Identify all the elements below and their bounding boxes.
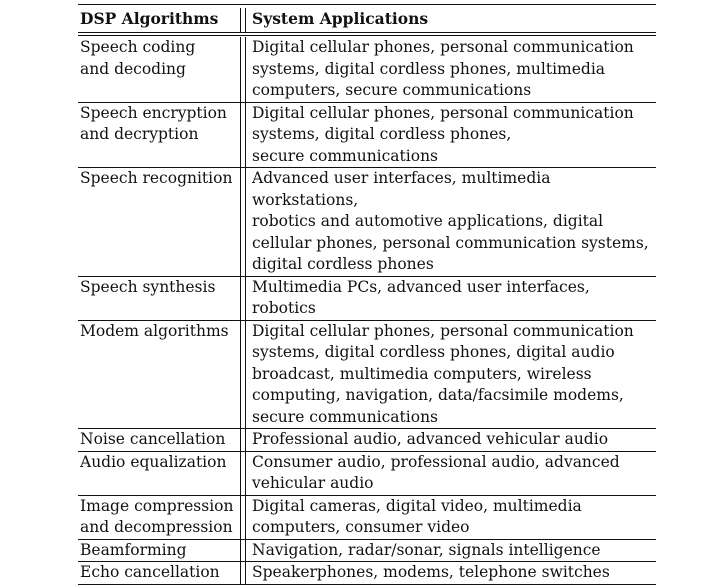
algorithm-cell: Audio equalization [80,452,227,471]
column-divider [240,429,246,451]
column-divider [240,540,246,562]
header-dsp-algorithms: DSP Algorithms [80,9,219,28]
applications-cell: Digital cellular phones, personal communication systems, digital cordless phones, digital audio broadcast, multimedia computers, wireless computing, navigation, data/facsimile modems, secure communications [252,321,634,426]
algorithm-cell: Modem algorithms [80,321,229,340]
applications-cell: Digital cellular phones, personal communication systems, digital cordless phones, multimedia computers, secure communications [252,38,634,99]
applications-cell: Multimedia PCs, advanced user interfaces, robotics [252,277,590,317]
table-row [78,37,656,103]
dsp-applications-table [78,4,656,585]
applications-cell: Speakerphones, modems, telephone switches [252,563,610,581]
table-header [78,8,656,33]
table-row [78,562,656,585]
column-divider [240,277,246,320]
top-rule [78,4,656,5]
table-row [78,168,656,277]
column-divider [240,496,246,539]
algorithm-cell: Speech coding and decoding [80,38,196,78]
algorithm-cell: Speech synthesis [80,277,216,296]
column-divider [240,321,246,429]
algorithm-cell: Echo cancellation [80,563,220,581]
applications-cell: Digital cellular phones, personal communication systems, digital cordless phones, secure communications [252,103,634,165]
applications-cell: Advanced user interfaces, multimedia workstations, robotics and automotive applications, digital cellular phones, personal communication systems, digital cordless phones [252,169,649,273]
column-divider [240,452,246,495]
applications-cell: Navigation, radar/sonar, signals intelligence [252,540,601,559]
column-divider [240,168,246,276]
applications-cell: Digital cameras, digital video, multimedia computers, consumer video [252,496,582,536]
table-row [78,540,656,563]
table-row [78,277,656,321]
column-divider [240,562,246,584]
table-row [78,103,656,169]
table-row [78,452,656,496]
column-divider [240,8,246,32]
algorithm-cell: Image compression and decompression [80,496,234,536]
algorithm-cell: Speech recognition [80,169,233,187]
applications-cell: Professional audio, advanced vehicular audio [252,430,609,448]
table-row [78,496,656,540]
column-divider [240,103,246,168]
applications-cell: Consumer audio, professional audio, advanced vehicular audio [252,452,620,492]
table-row [78,321,656,430]
algorithm-cell: Speech encryption and decryption [80,103,227,143]
algorithm-cell: Noise cancellation [80,430,226,448]
header-system-applications: System Applications [252,9,429,28]
table-row [78,429,656,452]
algorithm-cell: Beamforming [80,540,187,559]
column-divider [240,37,246,102]
